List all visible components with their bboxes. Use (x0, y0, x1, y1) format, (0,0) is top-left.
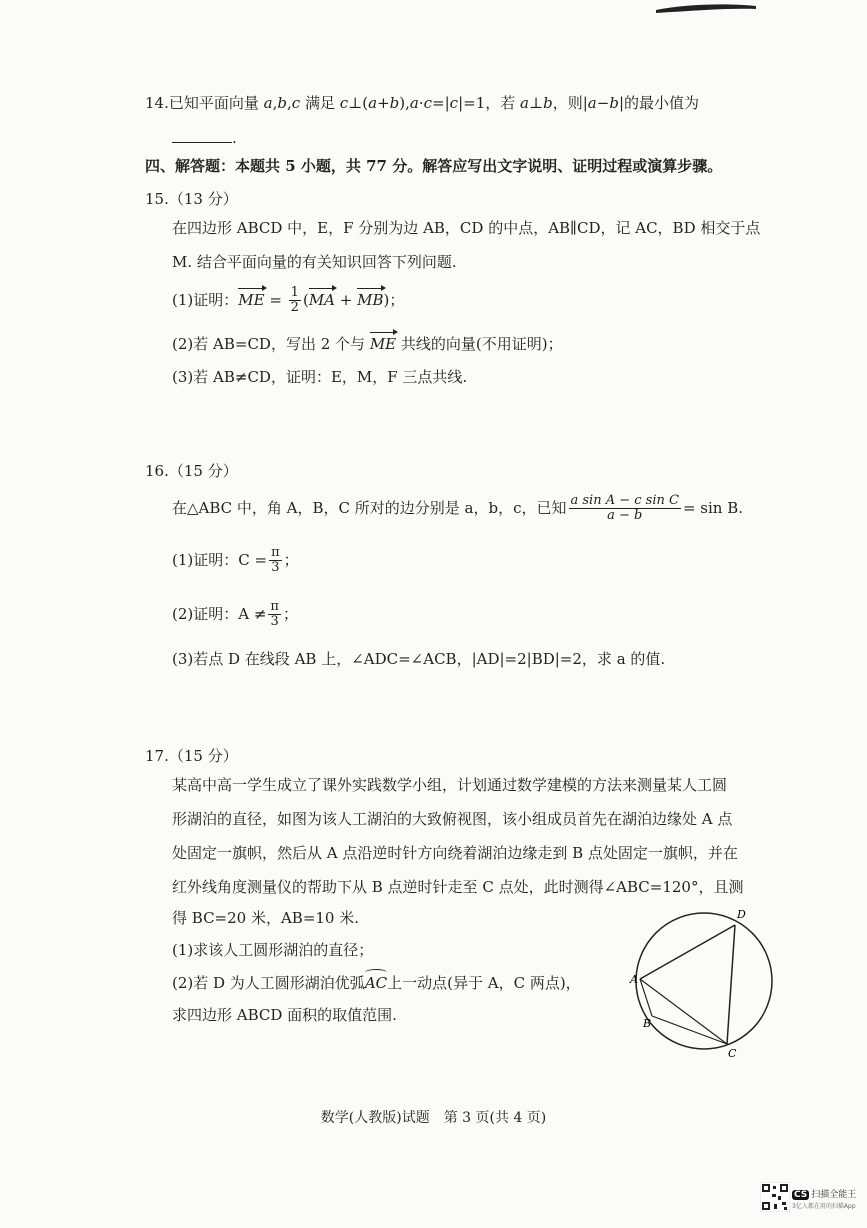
q14-text-c: ，若 (485, 94, 516, 112)
q16-intro: 在△ABC 中，角 A，B，C 所对的边分别是 a，b，c，已知 $\frac{\text{a sin A − c sin C}}{a - b}$ = sin B. (172, 493, 744, 524)
lake-circle (636, 913, 772, 1049)
segment-BC (652, 1016, 727, 1044)
q17-line-4: 红外线角度测量仪的帮助下从 B 点逆时针走至 C 点处，此时测得∠ABC=120°，且测 (172, 878, 744, 896)
scan-edge-mark (656, 2, 756, 14)
q15-intro-line-2: M. 结合平面向量的有关知识回答下列问题. (172, 253, 457, 271)
q17-line-5: 得 BC=20 米，AB=10 米. (172, 909, 360, 927)
q16-part-1: (1)证明：C = $\frac{\pi}{3}$ ； (172, 545, 299, 576)
q15-part-3: (3)若 AB≠CD，证明：E，M，F 三点共线. (172, 368, 468, 386)
q14-text-b: 满足 (304, 94, 335, 112)
q16-header: 16.（15 分） (145, 462, 238, 480)
q17-line-1: 某高中高一学生成立了课外实践数学小组，计划通过数学建模的方法来测量某人工圆 (172, 776, 728, 794)
segment-AD (640, 925, 735, 979)
point-A-label: A (630, 973, 638, 986)
q17-line-3: 处固定一旗帜，然后从 A 点沿逆时针方向绕着湖泊边缘走到 B 点处固定一旗帜，并在 (172, 844, 738, 862)
q15-part-2: (2)若 AB=CD，写出 2 个与 ME 共线的向量(不用证明)； (172, 335, 563, 353)
q16-part-2: (2)证明：A ≠ $\frac{\pi}{3}$ ； (172, 599, 298, 630)
q15-header: 15.（13 分） (145, 190, 238, 208)
q17-part-2: (2)若 D 为人工圆形湖泊优弧AC上一动点(异于 A，C 两点)， (172, 974, 581, 992)
point-C-label: C (728, 1047, 737, 1060)
question-14: 14.已知平面向量 a,b,c 满足 c⊥(a+b),a·c=|c|=1，若 a⊥b，则|a−b|的最小值为 (145, 94, 700, 112)
q17-line-2: 形湖泊的直径，如图为该人工湖泊的大致俯视图，该小组成员首先在湖泊边缘处 A 点 (172, 810, 733, 828)
q14-number: 14. (145, 94, 169, 112)
scanner-watermark (792, 1187, 856, 1210)
q15-part-1: (1)证明：ME = $\frac{1}{2}$ (MA + MB)； (172, 285, 405, 316)
scanner-badge: CS (794, 1190, 808, 1200)
q16-part-3: (3)若点 D 在线段 AB 上，∠ADC=∠ACB，|AD|=2|BD|=2，求 a 的值. (172, 650, 666, 668)
q14-text-e: 的最小值为 (624, 94, 700, 112)
q15-intro-line-1: 在四边形 ABCD 中，E，F 分别为边 AB，CD 的中点，AB∥CD，记 AC，BD 相交于点 (172, 219, 761, 237)
scanner-sub: 3亿人都在用的扫描App (792, 1203, 856, 1210)
scanner-name: 扫描全能王 (811, 1190, 857, 1200)
segment-DC (727, 925, 735, 1044)
page-footer: 数学(人教版)试题 第 3 页(共 4 页) (320, 1110, 547, 1126)
segment-AC (640, 979, 727, 1044)
segment-AB (640, 979, 652, 1016)
q17-part-1: (1)求该人工圆形湖泊的直径； (172, 941, 374, 959)
section-4-header: 四、解答题：本题共 5 小题，共 77 分。解答应写出文字说明、证明过程或演算步骤。 (145, 157, 723, 175)
point-D-label: D (737, 908, 746, 921)
qr-code-icon (760, 1182, 790, 1212)
q14-text-a: 已知平面向量 (168, 94, 259, 112)
q14-answer-blank: . (172, 128, 237, 147)
q14-text-d: ，则 (552, 94, 583, 112)
point-B-label: B (643, 1017, 652, 1030)
q17-header: 17.（15 分） (145, 747, 238, 765)
q17-part-2-cont: 求四边形 ABCD 面积的取值范围. (172, 1006, 397, 1024)
lake-circle-figure (624, 905, 776, 1060)
